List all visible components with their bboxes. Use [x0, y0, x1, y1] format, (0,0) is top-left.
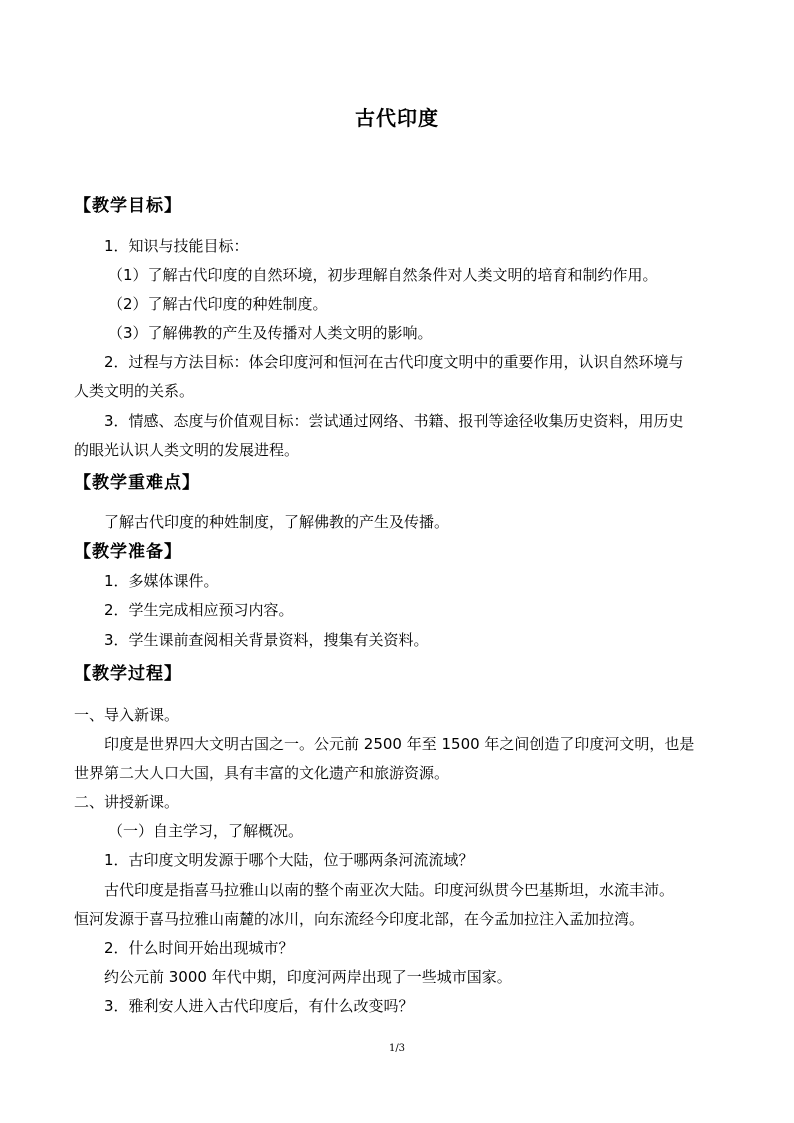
- objective-line-2: （1）了解古代印度的自然环境，初步理解自然条件对人类文明的培育和制约作用。: [108, 266, 658, 284]
- section-heading-preparation: 【教学准备】: [74, 542, 182, 562]
- process-line-8: 恒河发源于喜马拉雅山南麓的冰川，向东流经今印度北部，在今孟加拉注入孟加拉湾。: [74, 910, 645, 928]
- objective-line-7: 3．情感、态度与价值观目标：尝试通过网络、书籍、报刊等途径收集历史资料，用历史: [104, 412, 684, 430]
- process-line-4: 二、讲授新课。: [74, 793, 180, 811]
- objective-line-1: 1．知识与技能目标：: [104, 237, 249, 255]
- key-points-line-1: 了解古代印度的种姓制度，了解佛教的产生及传播。: [104, 513, 450, 531]
- process-line-11: 3．雅利安人进入古代印度后，有什么改变吗？: [104, 997, 414, 1015]
- objective-line-5: 2．过程与方法目标：体会印度河和恒河在古代印度文明中的重要作用，认识自然环境与: [104, 353, 684, 371]
- process-line-10: 约公元前 3000 年代中期，印度河两岸出现了一些城市国家。: [104, 968, 512, 986]
- process-line-6: 1．古印度文明发源于哪个大陆，位于哪两条河流流域？: [104, 851, 474, 869]
- process-line-2: 印度是世界四大文明古国之一。公元前 2500 年至 1500 年之间创造了印度河文明，也是: [104, 735, 695, 753]
- process-line-3: 世界第二大人口大国，具有丰富的文化遗产和旅游资源。: [74, 764, 450, 782]
- page-number: 1/3: [388, 1043, 406, 1054]
- objective-line-4: （3）了解佛教的产生及传播对人类文明的影响。: [108, 324, 433, 342]
- objective-line-3: （2）了解古代印度的种姓制度。: [108, 295, 328, 313]
- objective-line-8: 的眼光认识人类文明的发展进程。: [74, 441, 300, 459]
- preparation-line-1: 1．多媒体课件。: [104, 572, 219, 590]
- preparation-line-3: 3．学生课前查阅相关背景资料，搜集有关资料。: [104, 631, 429, 649]
- preparation-line-2: 2．学生完成相应预习内容。: [104, 601, 294, 619]
- section-heading-process: 【教学过程】: [74, 664, 182, 684]
- process-line-5: （一）自主学习，了解概况。: [108, 822, 304, 840]
- process-line-1: 一、导入新课。: [74, 706, 180, 724]
- section-heading-key-points: 【教学重难点】: [74, 473, 200, 493]
- objective-line-6: 人类文明的关系。: [74, 382, 195, 400]
- document-title: 古代印度: [355, 106, 439, 130]
- process-line-7: 古代印度是指喜马拉雅山以南的整个南亚次大陆。印度河纵贯今巴基斯坦，水流丰沛。: [104, 881, 675, 899]
- process-line-9: 2．什么时间开始出现城市？: [104, 939, 294, 957]
- section-heading-objectives: 【教学目标】: [74, 196, 182, 216]
